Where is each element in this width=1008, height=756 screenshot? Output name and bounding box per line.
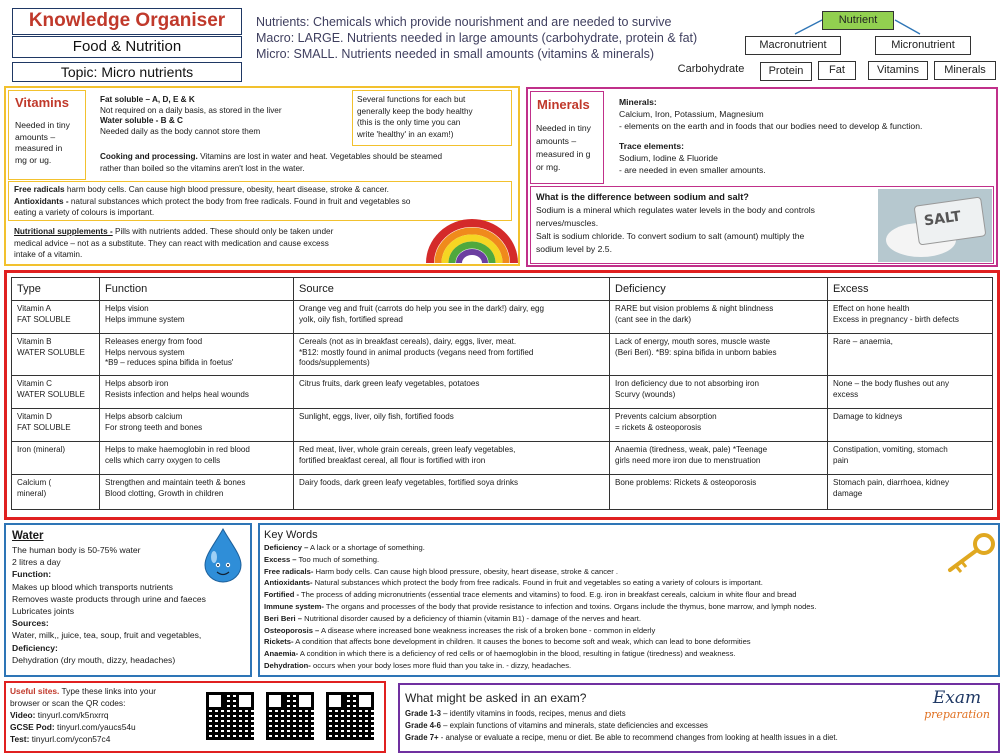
tree-micronutrient: Micronutrient — [875, 36, 971, 55]
water-deficiency-head: Deficiency: — [12, 642, 58, 653]
col-source: Source — [294, 278, 610, 301]
nutrient-table — [11, 277, 993, 510]
cell-type: Calcium ( mineral) — [12, 475, 100, 510]
col-function: Function — [100, 278, 294, 301]
water-drop-image — [200, 527, 246, 583]
cell-function: Strengthen and maintain teeth & bones Blood clotting, Growth in children — [100, 475, 294, 510]
cell-deficiency: Anaemia (tiredness, weak, pale) *Teenage girls need more iron due to menstruation — [610, 442, 828, 475]
cell-function: Helps vision Helps immune system — [100, 301, 294, 334]
free-radicals-text: Free radicals harm body cells. Can cause high blood pressure, obesity, heart disease, stroke & cancer. Antioxidants - natural substances which protect the body from free radicals. Found in fruit and vegetables so eating a variety of colours is important. — [14, 185, 411, 217]
salt-label: SALT — [923, 208, 963, 230]
cooking-head: Cooking and processing. — [100, 152, 198, 161]
cell-type: Vitamin C WATER SOLUBLE — [12, 376, 100, 409]
keyword-item: Excess – Too much of something. — [264, 554, 380, 564]
keyword-item: Free radicals- Harm body cells. Can cause high blood pressure, obesity, heart disease, stroke & cancer . — [264, 566, 619, 576]
trace-desc: - are needed in even smaller amounts. — [619, 165, 766, 175]
def-nutrients: Nutrients: Chemicals which provide nourishment and are needed to survive — [256, 15, 672, 29]
col-type: Type — [12, 278, 100, 301]
useful-sites-content: Useful sites. Type these links into your browser or scan the QR codes: Video: tinyurl.com/k5nxrrq GCSE Pod: tinyurl.com/yaucs54u Test: tinyurl.com/ycon57c4 — [10, 685, 210, 745]
cell-function: Releases energy from food Helps nervous system *B9 – reduces spina bifida in foetus' — [100, 334, 294, 376]
tree-fat: Fat — [818, 61, 856, 80]
table-row — [12, 409, 993, 442]
water-soluble-text: Needed daily as the body cannot store them — [100, 126, 261, 136]
table-row — [12, 334, 993, 376]
cell-excess: Stomach pain, diarrhoea, kidney damage — [828, 475, 993, 510]
keywords-title: Key Words — [264, 529, 318, 541]
cell-source: Orange veg and fruit (carrots do help you see in the dark!) dairy, egg yolk, oily fish, fortified spread — [294, 301, 610, 334]
water-function-head: Function: — [12, 569, 52, 580]
col-excess: Excess — [828, 278, 993, 301]
fat-soluble-head: Fat soluble – A, D, E & K — [100, 95, 195, 104]
water-sources-head: Sources: — [12, 618, 49, 629]
keyword-item: Rickets- A condition that affects bone development in children. It causes the bones to become soft and weak, which can lead to bone deformities — [264, 637, 751, 647]
cell-type: Iron (mineral) — [12, 442, 100, 475]
cell-deficiency: RARE but vision problems & night blindness (cant see in the dark) — [610, 301, 828, 334]
cell-excess: None – the body flushes out any excess — [828, 376, 993, 409]
minerals-title: Minerals — [537, 97, 590, 112]
cell-deficiency: Iron deficiency due to not absorbing iron Scurvy (wounds) — [610, 376, 828, 409]
page-title: Knowledge Organiser — [28, 10, 226, 31]
cell-type: Vitamin D FAT SOLUBLE — [12, 409, 100, 442]
soluble-info — [100, 95, 350, 137]
link-gcse-pod[interactable]: GCSE Pod: tinyurl.com/yaucs54u — [10, 722, 136, 732]
link-video[interactable]: Video: tinyurl.com/k5nxrrq — [10, 710, 109, 720]
cell-excess: Effect on hone health Excess in pregnancy - birth defects — [828, 301, 993, 334]
sodium-question: What is the difference between sodium and salt? — [536, 192, 749, 202]
cell-excess: Rare – anaemia, — [828, 334, 993, 376]
trace-head: Trace elements: — [619, 141, 684, 151]
fat-soluble-text: Not required on a daily basis, as stored in the liver — [100, 105, 282, 115]
minerals-needed: Needed in tiny amounts – measured in g or mg. — [536, 123, 591, 172]
salt-image — [878, 189, 992, 262]
supplements-text: Nutritional supplements - Pills with nutrients added. These should only be taken under medical advice – not as a substitute. They can react with medication and cause excess intake of a vitamin. — [14, 227, 334, 259]
cell-deficiency: Prevents calcium absorption = rickets & osteoporosis — [610, 409, 828, 442]
keyword-item: Fortified - The process of adding micronutrients (essential trace elements and vitamins) to food. E.g. iron in breakfast cereals, calcium in white flour and bread — [264, 590, 797, 600]
table-header-row — [12, 278, 993, 301]
cell-type: Vitamin B WATER SOLUBLE — [12, 334, 100, 376]
keyword-item: Immune system- The organs and processes of the body that provide resistance to infection and toxins. Organs include the thymus, bone marrow, and lymph nodes. — [264, 601, 817, 611]
cell-function: Helps absorb iron Resists infection and helps heal wounds — [100, 376, 294, 409]
def-macro: Macro: LARGE. Nutrients needed in large amounts (carbohydrate, protein & fat) — [256, 31, 698, 45]
def-micro: Micro: SMALL. Nutrients needed in small amounts (vitamins & minerals) — [256, 47, 655, 61]
tree-minerals: Minerals — [934, 61, 996, 80]
vitamins-title: Vitamins — [15, 95, 69, 110]
cell-deficiency: Lack of energy, mouth sores, muscle waste (Beri Beri). *B9: spina bifida in unborn babies — [610, 334, 828, 376]
nutrient-table-panel — [4, 270, 1000, 520]
cell-source: Red meat, liver, whole grain cereals, green leafy vegetables, fortified breakfast cereal, all flour is fortified with iron — [294, 442, 610, 475]
keyword-item: Deficiency – A lack or a shortage of something. — [264, 543, 425, 552]
cell-function: Helps to make haemoglobin in red blood cells which carry oxygen to cells — [100, 442, 294, 475]
cell-source: Sunlight, eggs, liver, oily fish, fortified foods — [294, 409, 610, 442]
tree-macronutrient: Macronutrient — [745, 36, 841, 55]
keyword-item: Anaemia- A condition in which there is a deficiency of red cells or of haemoglobin in the blood, resulting in fatigue (tiredness) and weakness. — [264, 649, 736, 659]
link-test[interactable]: Test: tinyurl.com/ycon57c4 — [10, 734, 111, 744]
keywords-content — [264, 528, 936, 672]
cooking-text-2: rather than boiled so the vitamins aren't lost in the water. — [100, 163, 305, 173]
minerals-desc: - elements on the earth and in foods that our bodies need to develop & function. — [619, 121, 923, 131]
sodium-text: What is the difference between sodium and salt? Sodium is a mineral which regulates water levels in the body and controls nerves/muscles. Salt is sodium chloride. To convert sodium to salt (amount) multiply the sodium level by 2.5. — [536, 191, 876, 256]
table-row — [12, 475, 993, 510]
water-content: Water The human body is 50-75% water 2 litres a day Function: Makes up blood which transports nutrients Removes waste products through urine and faeces Lubricates joints Sources: Water, milk,, juice, tea, soup, fruit and vegetables, Deficiency: Dehydration (dry mouth, dizzy, headaches) — [12, 529, 248, 666]
cell-source: Cereals (not as in breakfast cereals), dairy, eggs, liver, meat. *B12: mostly found in animal products (vegans need from fortified foods/supplements) — [294, 334, 610, 376]
qr-code-test[interactable] — [326, 692, 374, 740]
water-title: Water — [12, 530, 44, 542]
keyword-item: Dehydration- occurs when your body loses more fluid than you take in. - dizzy, headaches. — [264, 660, 572, 670]
tree-nutrient: Nutrient — [822, 11, 894, 30]
cooking-info — [100, 151, 512, 174]
qr-code-gcse-pod[interactable] — [266, 692, 314, 740]
col-deficiency: Deficiency — [610, 278, 828, 301]
exam-prep-logo: Exam preparation — [924, 688, 990, 721]
cell-excess: Damage to kidneys — [828, 409, 993, 442]
cooking-text-1: Vitamins are lost in water and heat. Vegetables should be steamed — [200, 152, 443, 161]
functions-note: Several functions for each but generally keep the body healthy (this is the only time you can write 'healthy' in an exam!) — [352, 90, 512, 146]
cell-excess: Constipation, vomiting, stomach pain — [828, 442, 993, 475]
tree-carbohydrate: Carbohydrate — [677, 63, 745, 75]
topic-label: Topic: Micro nutrients — [60, 64, 194, 80]
exam-content: What might be asked in an exam? Grade 1-3 – identify vitamins in foods, recipes, menus and diets Grade 4-6 – explain functions of vitamins and minerals, state deficiencies and excesses Grade 7+ - analyse or evaluate a recipe, menu or diet. Be able to recommend changes from looking at health issues in a diet. — [405, 690, 925, 744]
cell-function: Helps absorb calcium For strong teeth and bones — [100, 409, 294, 442]
cell-type: Vitamin A FAT SOLUBLE — [12, 301, 100, 334]
table-row — [12, 301, 993, 334]
useful-head: Useful sites. — [10, 686, 60, 696]
cell-source: Citrus fruits, dark green leafy vegetables, potatoes — [294, 376, 610, 409]
minerals-label-box — [530, 91, 604, 184]
minerals-info — [619, 96, 991, 176]
keyword-item: Osteoporosis – A disease where increased bone weakness increases the risk of a broken bone - common in elderly — [264, 625, 656, 635]
subject-label: Food & Nutrition — [72, 38, 182, 55]
tree-protein: Protein — [760, 62, 812, 81]
vitamins-needed: Needed in tiny amounts – measured in mg or ug. — [15, 120, 70, 165]
minerals-head: Minerals: — [619, 97, 657, 107]
keyword-item: Beri Beri – Nutritional disorder caused by a deficiency of thiamin (vitamin B1) - damage of the nerves and heart. — [264, 613, 641, 623]
water-soluble-head: Water soluble - B & C — [100, 116, 183, 126]
cell-source: Dairy foods, dark green leafy vegetables, fortified soya drinks — [294, 475, 610, 510]
vitamins-label-box — [8, 90, 86, 180]
tree-vitamins: Vitamins — [868, 61, 928, 80]
rainbow-food-image — [424, 215, 520, 265]
qr-code-video[interactable] — [206, 692, 254, 740]
trace-list: Sodium, Iodine & Fluoride — [619, 153, 718, 163]
minerals-list: Calcium, Iron, Potassium, Magnesium — [619, 109, 764, 119]
exam-title: What might be asked in an exam? — [405, 691, 587, 705]
cell-deficiency: Bone problems: Rickets & osteoporosis — [610, 475, 828, 510]
table-row — [12, 376, 993, 409]
keyword-item: Antioxidants- Natural substances which protect the body from free radicals. Found in fruit and vegetables so eating a variety of colours is important. — [264, 578, 763, 588]
key-image — [942, 532, 996, 576]
table-row — [12, 442, 993, 475]
